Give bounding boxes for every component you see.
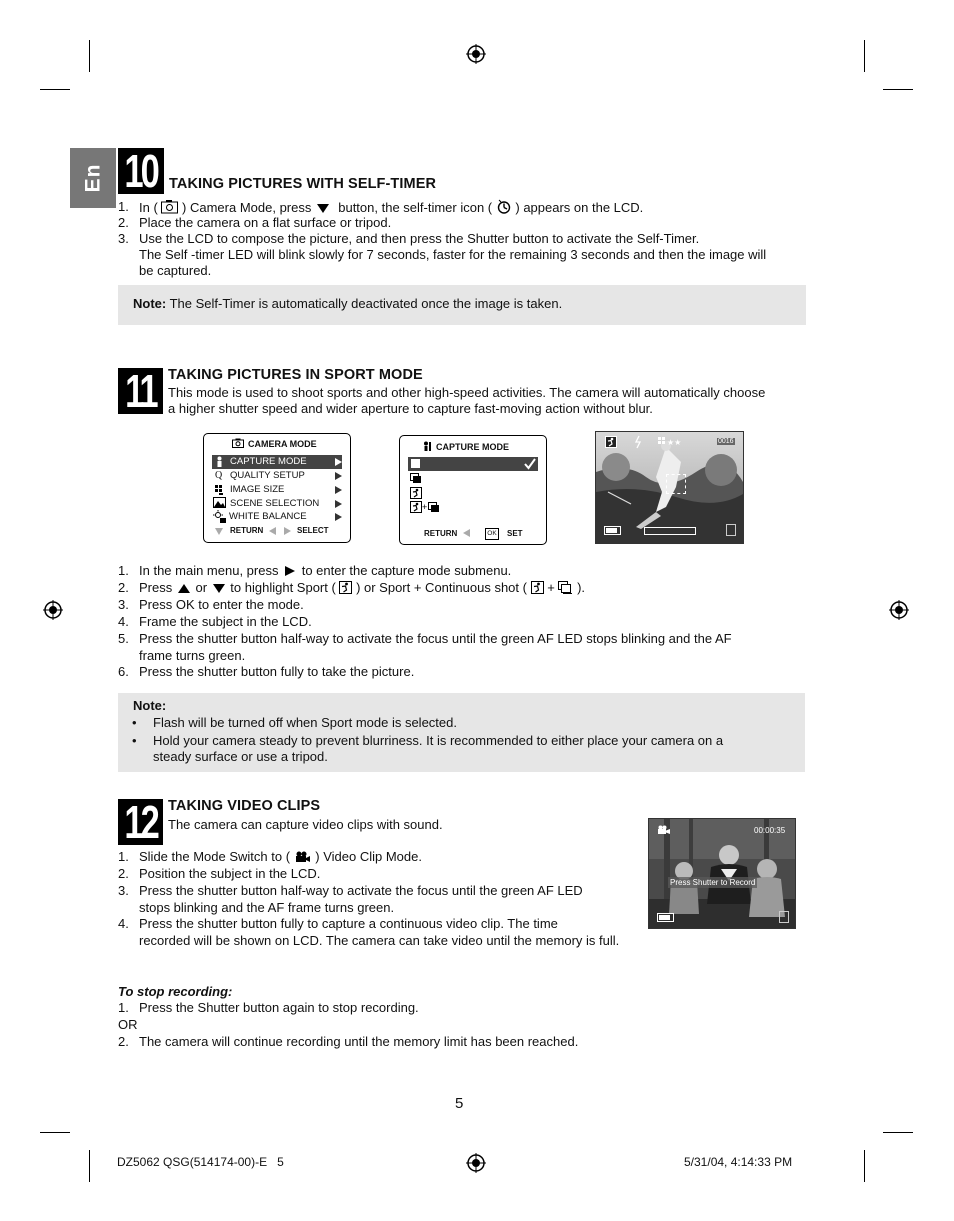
menu-highlight [408, 457, 538, 471]
intro-text: a higher shutter speed and wider aperture to capture fast-moving action without blur. [168, 401, 653, 416]
registration-mark-icon [466, 44, 486, 64]
note-bullet-text: Flash will be turned off when Sport mode is selected. [153, 715, 457, 730]
step-row: 3. Press the shutter button half-way to activate the focus until the green AF LED stops blinking and the AF frame turns green. [118, 883, 583, 915]
ok-key-icon: OK [485, 528, 499, 540]
select-label: SELECT [297, 526, 329, 535]
sport-continuous-icon [410, 501, 442, 514]
note-bullet-text: Hold your camera steady to prevent blurriness. It is recommended to either place your camera on a [153, 733, 724, 748]
registration-mark-icon [466, 1153, 486, 1173]
sport-icon [605, 436, 617, 448]
return-label: RETURN [230, 526, 264, 535]
press-shutter-hint: Press Shutter to Record [670, 878, 756, 887]
step-row: 1. Slide the Mode Switch to ( ) Video Clip Mode. [118, 849, 422, 864]
step-row: 4. Press the shutter button fully to capture a continuous video clip. The time recorded will be shown on LCD. The camera can take video until the memory is full. [118, 916, 620, 948]
video-camera-icon [294, 851, 312, 863]
crop-mark [40, 89, 70, 90]
svg-text:+: + [422, 502, 428, 512]
lcd-preview-sport [595, 431, 744, 544]
set-label: SET [507, 529, 523, 538]
menu-title: CAPTURE MODE [436, 442, 510, 452]
image-size-icon [214, 484, 225, 495]
shots-remaining-counter: 0016 [718, 438, 734, 445]
step-row: 6. Press the shutter button fully to take the picture. [118, 664, 415, 679]
return-label: RETURN [424, 529, 458, 538]
footer-right: 5/31/04, 4:14:33 PM [684, 1155, 793, 1169]
svg-text:★★: ★★ [667, 438, 682, 447]
step-row: 1. In the main menu, press to enter the capture mode submenu. [118, 563, 512, 578]
record-time: 00:00:35 [754, 826, 786, 835]
bullet: • [132, 733, 137, 748]
crop-mark [883, 1132, 913, 1133]
family-photo [649, 819, 795, 928]
step-row: 1. Press the Shutter button again to stop recording. [118, 1000, 419, 1015]
single-shot-icon [411, 459, 420, 468]
note-bullet-text: steady surface or use a tripod. [153, 749, 328, 764]
continuous-shot-icon [558, 581, 573, 594]
battery-icon [604, 526, 621, 535]
section-number: 11 [118, 368, 163, 414]
down-arrow-icon [215, 528, 223, 535]
checkmark-icon [524, 458, 536, 470]
or-text: OR [118, 1017, 138, 1032]
down-arrow-icon [211, 583, 227, 594]
section-heading: TAKING PICTURES IN SPORT MODE [168, 367, 423, 383]
crop-mark [40, 1132, 70, 1133]
battery-icon [657, 913, 674, 922]
memory-card-icon [726, 524, 736, 536]
crop-mark [883, 89, 913, 90]
step-row: 2. The camera will continue recording until the memory limit has been reached. [118, 1034, 579, 1049]
video-camera-icon [657, 825, 671, 835]
note-label: Note: [133, 296, 167, 311]
capture-mode-icon [214, 456, 225, 468]
image-size-icon [658, 436, 682, 447]
capture-mode-menu [399, 435, 547, 545]
camera-icon [232, 438, 244, 448]
registration-mark-icon [43, 600, 63, 620]
chevron-right-icon [335, 513, 342, 521]
intro-text: The camera can capture video clips with sound. [168, 817, 443, 832]
zoom-bar [644, 527, 696, 535]
af-frame [666, 474, 686, 494]
continuous-shot-icon [410, 473, 423, 485]
step-row: 2. Place the camera on a flat surface or tripod. [118, 215, 392, 230]
flash-off-icon [633, 436, 645, 448]
capture-mode-icon [423, 441, 433, 452]
bullet: • [132, 715, 137, 730]
sport-icon [339, 581, 352, 594]
quality-icon: Q [215, 470, 223, 481]
chevron-right-icon [335, 458, 342, 466]
crop-mark [864, 1150, 865, 1182]
footer-left: DZ5062 QSG(514174-00)-E 5 [117, 1155, 284, 1169]
down-arrow-icon [315, 203, 331, 214]
section-heading: TAKING PICTURES WITH SELF-TIMER [169, 176, 437, 192]
menu-item-white-balance[interactable]: WHITE BALANCE [229, 511, 307, 522]
up-arrow-icon [176, 583, 192, 594]
menu-item-quality-setup[interactable]: QUALITY SETUP [230, 470, 305, 481]
right-arrow-icon [284, 527, 291, 535]
menu-item-capture-mode[interactable]: CAPTURE MODE [230, 456, 307, 467]
self-timer-icon [496, 199, 512, 214]
step-row: 1. In ( ) Camera Mode, press button, the self-timer icon ( ) appears on the LCD. [118, 199, 644, 215]
page-number: 5 [455, 1095, 464, 1112]
registration-mark-icon [889, 600, 909, 620]
note-box [118, 693, 805, 772]
lcd-preview-video [648, 818, 796, 929]
menu-item-scene-selection[interactable]: SCENE SELECTION [230, 498, 320, 509]
step-row: 2. Position the subject in the LCD. [118, 866, 321, 881]
chevron-right-icon [335, 500, 342, 508]
sport-icon [410, 487, 422, 499]
note-label: Note: [133, 698, 167, 713]
chevron-right-icon [335, 472, 342, 480]
memory-card-icon [779, 911, 789, 923]
section-number: 12 [118, 799, 163, 845]
intro-text: This mode is used to shoot sports and other high-speed activities. The camera will automatically choose [168, 385, 766, 400]
note-text: The Self-Timer is automatically deactivated once the image is taken. [166, 296, 563, 311]
section-heading: TAKING VIDEO CLIPS [168, 798, 321, 814]
step-row: 2. Press or to highlight Sport ( ) or Sport + Continuous shot ( + ). [118, 580, 586, 595]
left-arrow-icon [269, 527, 276, 535]
step-row: 3. Press OK to enter the mode. [118, 597, 304, 612]
crop-mark [864, 40, 865, 72]
camera-icon [161, 199, 178, 214]
crop-mark [89, 1150, 90, 1182]
language-tab [70, 148, 116, 208]
note-box [118, 285, 806, 325]
step-row: 5. Press the shutter button half-way to activate the focus until the green AF LED stops blinking and the AF frame turns green. [118, 631, 732, 663]
chevron-right-icon [335, 486, 342, 494]
camera-mode-menu [203, 433, 351, 543]
left-arrow-icon [463, 529, 470, 537]
section-number: 10 [118, 148, 164, 194]
crop-mark [89, 40, 90, 72]
scene-icon [213, 497, 226, 508]
step-row: 3. Use the LCD to compose the picture, and then press the Shutter button to activate the Self-Timer. The Self -timer LED will blink slowly for 7 seconds, faster for the remaining 3 seconds and then the image will be captured. [118, 231, 767, 278]
sport-icon [531, 581, 544, 594]
white-balance-icon [213, 510, 227, 524]
subheading: To stop recording: [118, 984, 233, 999]
right-arrow-icon [282, 565, 298, 577]
menu-title: CAMERA MODE [248, 439, 317, 449]
language-label: En [81, 163, 104, 193]
step-row: 4. Frame the subject in the LCD. [118, 614, 312, 629]
menu-item-image-size[interactable]: IMAGE SIZE [230, 484, 285, 495]
